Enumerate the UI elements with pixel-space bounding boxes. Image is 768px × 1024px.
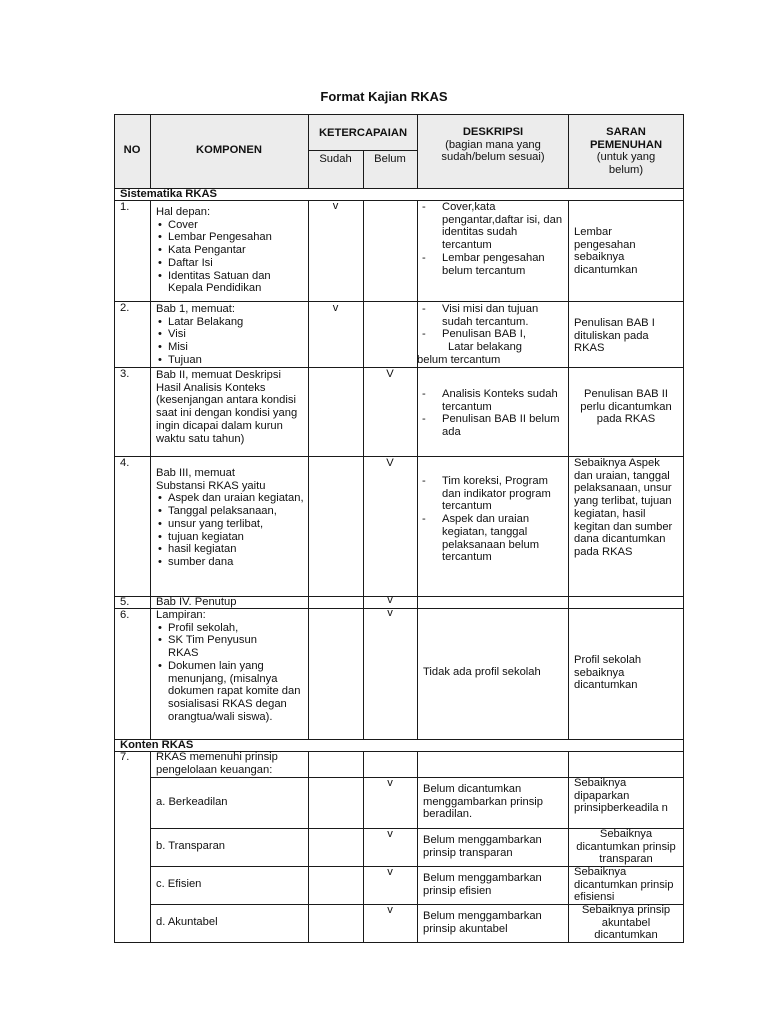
body-col-no-1	[150, 200, 151, 739]
list-item: - Lembar pengesahan belum tercantum	[420, 252, 566, 277]
row7c-deskripsi: Belum menggambarkan prinsip efisien	[423, 872, 542, 897]
list-item: • Misi	[156, 341, 304, 354]
list-item: • Daftar Isi	[156, 257, 304, 270]
section-konten: Konten RKAS	[120, 739, 194, 751]
row5-belum: v	[387, 594, 393, 606]
header-deskripsi: DESKRIPSI	[462, 126, 524, 138]
row4-belum: V	[386, 457, 394, 469]
header-deskripsi-block	[418, 126, 568, 164]
header-subline	[308, 150, 418, 151]
body-col-komponen-1	[308, 200, 309, 739]
list-item: • Visi	[156, 328, 304, 341]
list-item: • Latar Belakang	[156, 316, 304, 329]
body-col-deskripsi-1	[568, 200, 569, 739]
row7c-saran: Sebaiknya dicantumkan prinsip efisiensi	[574, 866, 674, 904]
header-no: NO	[123, 144, 141, 156]
row1-komponen-title: Hal depan:	[156, 206, 211, 218]
row6-saran: Profil sekolah sebaiknya dicantumkan	[574, 654, 642, 692]
body-col-komponen-2	[308, 751, 309, 942]
row6-no: 6.	[120, 609, 130, 621]
row6-komponen	[156, 609, 304, 723]
row4-komponen	[156, 467, 304, 569]
row2-no: 2.	[120, 302, 130, 314]
table-border-left	[114, 114, 115, 943]
row3-deskripsi	[420, 388, 566, 439]
row4-items	[156, 492, 304, 568]
row2-deskripsi-tail1: Latar belakang	[448, 341, 523, 354]
list-item: • SK Tim Penyusun RKAS	[156, 634, 304, 659]
list-item: • sumber dana	[156, 556, 304, 569]
row7d-saran: Sebaiknya prinsip akuntabel dicantumkan	[581, 904, 671, 942]
list-item: • hasil kegiatan	[156, 543, 304, 556]
row7b-saran: Sebaiknya dicantumkan prinsip transparan	[576, 828, 676, 866]
list-item: • Tanggal pelaksanaan,	[156, 505, 304, 518]
body-col-belum-2	[417, 751, 418, 942]
list-item: • Lembar Pengesahan	[156, 231, 304, 244]
row4-komponen-title: Bab III, memuat Substansi RKAS yaitu	[156, 467, 266, 492]
row3-no: 3.	[120, 368, 130, 380]
row2-komponen	[156, 303, 304, 367]
list-item: - Visi misi dan tujuan sudah tercantum.	[420, 303, 566, 328]
row7-komponen: RKAS memenuhi prinsip pengelolaan keuangan:	[156, 751, 278, 776]
list-item: • Cover	[156, 219, 304, 232]
row6-deskripsi: Tidak ada profil sekolah	[423, 666, 541, 678]
row1-komponen	[156, 206, 304, 295]
row7b-deskripsi: Belum menggambarkan prinsip transparan	[423, 834, 542, 859]
table-border-top	[114, 114, 684, 115]
row7d-komponen: d. Akuntabel	[156, 916, 218, 928]
body-col-deskripsi-2	[568, 751, 569, 942]
row7-no: 7.	[120, 751, 130, 763]
row3-saran: Penulisan BAB II perlu dicantumkan pada RKAS	[580, 388, 672, 426]
header-komponen: KOMPONEN	[196, 144, 262, 156]
row2-sudah: v	[332, 302, 339, 314]
row1-items	[156, 219, 304, 295]
list-item: - Analisis Konteks sudah tercantum	[420, 388, 566, 413]
col-line-komponen	[308, 114, 309, 188]
row6-komponen-title: Lampiran:	[156, 609, 206, 621]
header-deskripsi-sub: (bagian mana yang sudah/belum sesuai)	[441, 138, 545, 164]
row2-saran: Penulisan BAB I dituliskan pada RKAS	[574, 317, 655, 355]
header-belum: Belum	[374, 153, 406, 165]
row1-no: 1.	[120, 201, 130, 213]
row3-komponen: Bab II, memuat Deskripsi Hasil Analisis Konteks (kesenjangan antara kondisi saat ini dengan kondisi yang ingin dicapai dalam kurun waktu satu tahun)	[156, 369, 298, 445]
page-title: Format Kajian RKAS	[320, 89, 448, 104]
row5-no: 5.	[120, 596, 130, 608]
row4-saran: Sebaiknya Aspek dan uraian, tanggal pelaksanaan, unsur yang terlibat, tujuan kegiatan, hasil kegitan dan sumber dana dicantumkan pada RKAS	[574, 457, 673, 558]
list-item: - Penulisan BAB II belum ada	[420, 413, 566, 438]
row2-deskripsi-tail2: belum tercantum	[417, 353, 501, 366]
list-item: • tujuan kegiatan	[156, 531, 304, 544]
list-item: • Kata Pengantar	[156, 244, 304, 257]
list-item: • Tujuan	[156, 354, 304, 367]
list-item: - Penulisan BAB I,	[420, 328, 566, 341]
list-item: • unsur yang terlibat,	[156, 518, 304, 531]
header-saran: SARAN PEMENUHAN	[589, 126, 663, 151]
list-item: • Identitas Satuan dan Kepala Pendidikan	[156, 270, 304, 295]
list-item: • Aspek dan uraian kegiatan,	[156, 492, 304, 505]
list-item: • Dokumen lain yang menunjang, (misalnya dokumen rapat komite dan sosialisasi RKAS degan orangtua/wali siswa).	[156, 660, 304, 724]
list-item: - Cover,kata pengantar,daftar isi, dan identitas sudah tercantum	[420, 201, 566, 252]
row2-komponen-title: Bab 1, memuat:	[156, 303, 235, 315]
table-border-bottom	[114, 942, 684, 943]
table-border-right	[683, 114, 684, 943]
row2-deskripsi	[417, 303, 566, 367]
header-saran-block	[569, 126, 683, 177]
row4-no: 4.	[120, 457, 130, 469]
row1-deskripsi	[420, 201, 566, 277]
row7a-komponen: a. Berkeadilan	[156, 796, 228, 808]
row-line-1	[114, 301, 684, 302]
row7a-belum: v	[387, 777, 393, 789]
list-item: • Profil sekolah,	[156, 622, 304, 635]
row6-items	[156, 622, 304, 724]
body-col-belum-1	[417, 200, 418, 739]
list-item: - Aspek dan uraian kegiatan, tanggal pelaksanaan belum tercantum	[420, 513, 566, 564]
row7a-deskripsi: Belum dicantumkan menggambarkan prinsip beradilan.	[423, 783, 544, 821]
row7c-belum: v	[387, 866, 393, 878]
row7b-belum: v	[387, 828, 393, 840]
row7b-komponen: b. Transparan	[156, 840, 226, 852]
row5-komponen: Bab IV. Penutup	[156, 596, 237, 608]
row1-sudah: v	[332, 200, 339, 212]
row7d-belum: v	[387, 904, 393, 916]
row7c-komponen: c. Efisien	[156, 878, 202, 890]
header-sudah: Sudah	[319, 153, 352, 165]
body-col-no-2	[150, 751, 151, 942]
row4-deskripsi	[420, 475, 566, 564]
row2-items	[156, 316, 304, 367]
header-saran-sub: (untuk yang belum)	[596, 151, 656, 177]
header-ketercapaian: KETERCAPAIAN	[318, 127, 408, 139]
row6-belum: v	[387, 607, 393, 619]
section-sistematika: Sistematika RKAS	[120, 188, 217, 200]
list-item: - Tim koreksi, Program dan indikator program tercantum	[420, 475, 566, 513]
row3-belum: V	[386, 368, 394, 380]
row7d-deskripsi: Belum menggambarkan prinsip akuntabel	[423, 910, 542, 935]
row-line-6	[114, 739, 684, 740]
row1-saran: Lembar pengesahan sebaiknya dicantumkan	[574, 226, 638, 277]
row7a-saran: Sebaiknya dipaparkan prinsipberkeadila n	[574, 777, 668, 815]
